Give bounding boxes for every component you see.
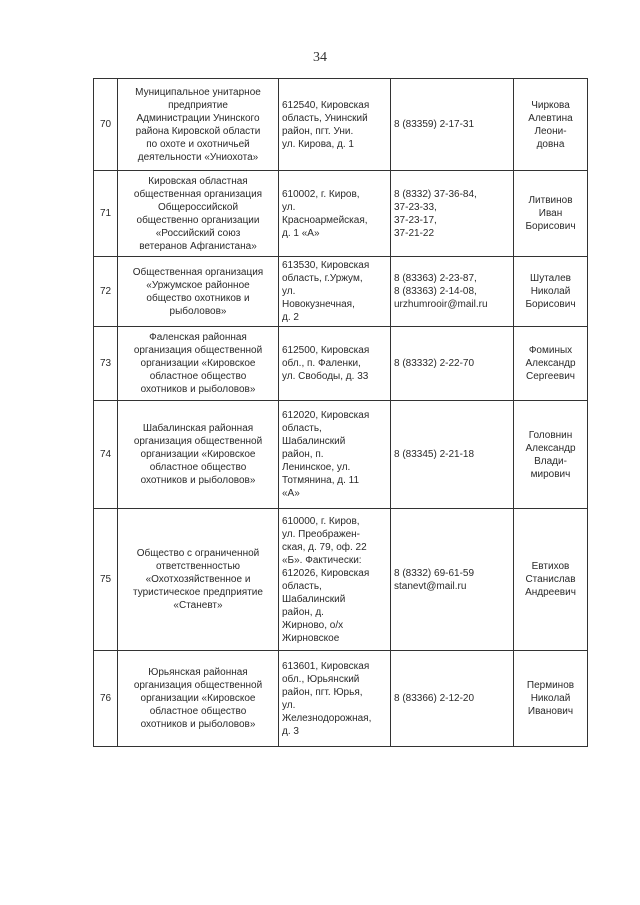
- address-line: «А»: [282, 488, 300, 499]
- head-name-line: Иван: [538, 208, 563, 219]
- phone-line: 8 (83363) 2-23-87,: [394, 273, 477, 284]
- organization-cell: [118, 79, 279, 171]
- address-cell: [279, 257, 391, 327]
- phone-cell: [391, 171, 514, 257]
- organization-line: организация общественной: [133, 345, 263, 356]
- phone-cell: [391, 79, 514, 171]
- table-row: [94, 171, 588, 257]
- head-name-cell: [514, 509, 588, 651]
- row-number-cell: 75: [94, 509, 118, 651]
- address-line: д. 1 «А»: [282, 227, 320, 239]
- table-row: [94, 401, 588, 509]
- organization-line: общественная организация: [133, 188, 263, 200]
- organization-line: организации «Кировское: [140, 449, 256, 460]
- address-line: район, пгт. Уни.: [282, 125, 354, 137]
- row-number-cell: 72: [94, 257, 118, 327]
- organization-line: по охоте и охотничьей: [146, 138, 250, 150]
- head-name-line: Николай: [530, 693, 571, 704]
- organization-line: организация общественной: [133, 680, 263, 691]
- head-name-line: Чиркова: [531, 99, 570, 111]
- row-number-cell: 74: [94, 401, 118, 509]
- row-number-cell: 70: [94, 79, 118, 171]
- phone-line: 37-21-22: [394, 227, 435, 239]
- phone-line: urzhumrooir@mail.ru: [394, 299, 488, 310]
- head-name-line: Влади-: [534, 455, 567, 467]
- organization-line: Общероссийской: [157, 201, 239, 213]
- head-name-line: Евтихов: [531, 561, 570, 572]
- organization-line: организация общественной: [133, 436, 263, 447]
- address-line: ул.: [282, 201, 296, 213]
- table-row: [94, 651, 588, 747]
- organization-cell: [118, 257, 279, 327]
- head-name-line: Александр: [525, 358, 576, 369]
- head-name-line: Николай: [530, 286, 571, 297]
- address-cell: [279, 401, 391, 509]
- address-line: Красноармейская,: [282, 214, 368, 226]
- address-line: д. 2: [282, 312, 299, 323]
- row-number-cell: 73: [94, 327, 118, 401]
- organization-line: областное общество: [149, 462, 247, 473]
- address-line: ул. Преображен-: [282, 528, 360, 540]
- organization-line: Кировская областная: [148, 175, 248, 187]
- phone-line: 8 (8332) 37-36-84,: [394, 188, 477, 200]
- phone-line: stanevt@mail.ru: [394, 580, 467, 592]
- address-line: область,: [282, 423, 322, 434]
- organization-line: «Станевт»: [173, 600, 223, 611]
- address-line: 612540, Кировская: [282, 99, 370, 111]
- address-line: 612500, Кировская: [282, 345, 370, 356]
- phone-cell: [391, 257, 514, 327]
- page-number: 34: [313, 50, 327, 65]
- address-line: 613601, Кировская: [282, 660, 370, 672]
- organization-line: Муниципальное унитарное: [135, 86, 261, 98]
- head-name-line: Борисович: [525, 221, 576, 232]
- organization-line: туристическое предприятие: [133, 587, 263, 598]
- address-line: Жирново, о/х: [282, 619, 344, 631]
- address-cell: [279, 327, 391, 401]
- address-line: 613530, Кировская: [282, 260, 370, 271]
- address-cell: [279, 79, 391, 171]
- phone-cell: [391, 327, 514, 401]
- organization-line: Администрации Унинского: [136, 112, 260, 124]
- organization-line: Юрьянская районная: [148, 667, 248, 678]
- organization-line: областное общество: [149, 706, 247, 717]
- head-name-cell: [514, 327, 588, 401]
- row-number-cell: 71: [94, 171, 118, 257]
- address-line: район, пгт. Юрья,: [282, 686, 363, 698]
- organization-line: рыболовов»: [169, 305, 227, 317]
- address-line: ул. Свободы, д. 33: [282, 371, 369, 382]
- phone-cell: [391, 509, 514, 651]
- table-row: [94, 257, 588, 327]
- organization-line: охотников и рыболовов»: [140, 384, 256, 395]
- head-name-line: Головнин: [528, 429, 573, 441]
- organization-line: «Уржумское районное: [146, 279, 250, 291]
- address-line: район, д.: [282, 606, 324, 618]
- phone-line: 8 (83363) 2-14-08,: [394, 286, 477, 297]
- address-line: Шабалинский: [282, 436, 346, 447]
- organization-cell: [118, 401, 279, 509]
- head-name-line: Иванович: [527, 706, 574, 717]
- organizations-table: [93, 78, 588, 747]
- head-name-line: Борисович: [525, 299, 576, 310]
- phone-line: 8 (83366) 2-12-20: [394, 693, 475, 704]
- head-name-line: Перминов: [526, 680, 575, 691]
- address-line: ул. Кирова, д. 1: [282, 138, 354, 150]
- phone-line: 8 (83332) 2-22-70: [394, 358, 475, 369]
- address-line: Шабалинский: [282, 593, 346, 605]
- head-name-line: Станислав: [525, 574, 576, 585]
- head-name-line: Андреевич: [525, 587, 576, 598]
- address-cell: [279, 509, 391, 651]
- address-line: ул.: [282, 286, 296, 297]
- address-line: ул.: [282, 699, 296, 711]
- organization-cell: [118, 509, 279, 651]
- organization-line: охотников и рыболовов»: [140, 475, 256, 486]
- address-line: Жирновское: [282, 632, 340, 644]
- organization-line: предприятие: [168, 99, 228, 111]
- organization-line: общество охотников и: [146, 292, 250, 304]
- phone-cell: [391, 401, 514, 509]
- row-number-cell: 76: [94, 651, 118, 747]
- organization-line: общественно организации: [136, 214, 260, 226]
- head-name-line: Фоминых: [528, 345, 573, 356]
- phone-cell: [391, 651, 514, 747]
- organization-line: организации «Кировское: [140, 358, 256, 369]
- head-name-line: Литвинов: [528, 195, 573, 206]
- table-row: [94, 327, 588, 401]
- phone-line: 8 (83359) 2-17-31: [394, 119, 475, 130]
- address-line: 612026, Кировская: [282, 567, 370, 579]
- head-name-cell: [514, 651, 588, 747]
- organization-line: организации «Кировское: [140, 693, 256, 704]
- organization-line: ответственностью: [155, 561, 241, 572]
- address-line: Железнодорожная,: [282, 712, 372, 724]
- phone-line: 37-23-33,: [394, 201, 437, 213]
- organization-line: Фаленская районная: [149, 332, 247, 343]
- address-line: 610000, г. Киров,: [282, 515, 360, 527]
- organization-cell: [118, 651, 279, 747]
- table-body: [94, 79, 588, 747]
- address-line: 612020, Кировская: [282, 410, 370, 421]
- head-name-line: Шуталев: [530, 273, 571, 284]
- address-line: Ленинское, ул.: [282, 462, 351, 473]
- organization-line: охотников и рыболовов»: [140, 719, 256, 730]
- address-line: область, Унинский: [282, 112, 368, 124]
- address-cell: [279, 651, 391, 747]
- address-cell: [279, 171, 391, 257]
- address-line: область,: [282, 580, 322, 592]
- organization-line: «Охотхозяйственное и: [145, 574, 251, 585]
- phone-line: 8 (83345) 2-21-18: [394, 449, 475, 460]
- organization-line: деятельности «Униохота»: [137, 151, 259, 163]
- address-line: 610002, г. Киров,: [282, 188, 360, 200]
- organization-line: Общество с ограниченной: [136, 548, 260, 559]
- organization-line: Шабалинская районная: [142, 423, 254, 434]
- organization-cell: [118, 171, 279, 257]
- organization-line: областное общество: [149, 371, 247, 382]
- address-line: обл., п. Фаленки,: [282, 358, 361, 369]
- address-line: район, п.: [282, 449, 324, 460]
- organization-cell: [118, 327, 279, 401]
- head-name-cell: [514, 171, 588, 257]
- head-name-line: довна: [536, 138, 565, 150]
- address-line: Тотмянина, д. 11: [282, 475, 360, 486]
- organization-line: ветеранов Афганистана»: [139, 240, 257, 252]
- address-line: Новокузнечная,: [282, 299, 355, 310]
- head-name-line: Александр: [525, 442, 576, 454]
- head-name-line: Алевтина: [528, 112, 573, 124]
- head-name-cell: [514, 401, 588, 509]
- address-line: д. 3: [282, 725, 299, 737]
- organization-line: района Кировской области: [135, 125, 261, 137]
- head-name-line: Леони-: [534, 125, 567, 137]
- phone-line: 8 (8332) 69-61-59: [394, 567, 475, 579]
- head-name-cell: [514, 79, 588, 171]
- organization-line: Общественная организация: [132, 266, 264, 278]
- address-line: «Б». Фактически:: [282, 554, 362, 566]
- phone-line: 37-23-17,: [394, 214, 437, 226]
- table-row: [94, 509, 588, 651]
- organization-line: «Российский союз: [155, 227, 241, 239]
- head-name-line: Сергеевич: [525, 371, 575, 382]
- head-name-line: мирович: [530, 468, 571, 480]
- address-line: ская, д. 79, оф. 22: [282, 541, 367, 553]
- address-line: обл., Юрьянский: [282, 673, 360, 685]
- table-row: [94, 79, 588, 171]
- address-line: область, г.Уржум,: [282, 273, 363, 284]
- head-name-cell: [514, 257, 588, 327]
